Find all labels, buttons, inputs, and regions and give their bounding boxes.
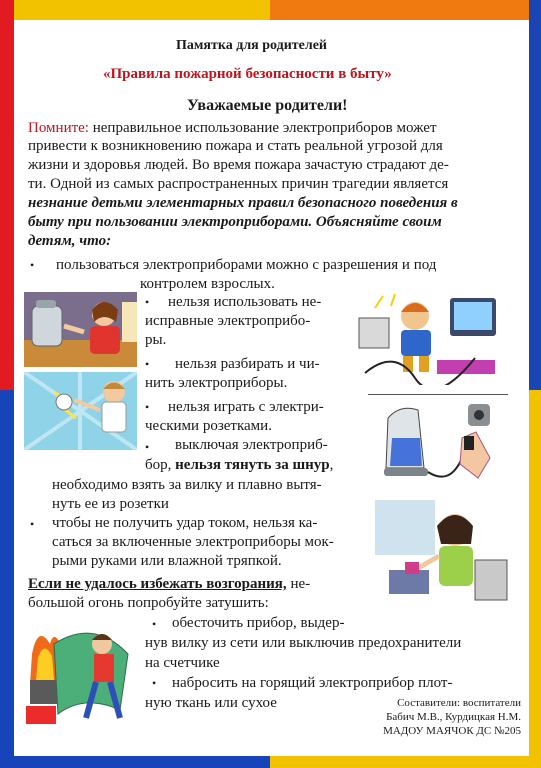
girl-socket-illustration	[24, 372, 137, 450]
rule-2-line-1: нельзя использовать не-	[168, 294, 322, 310]
page-subtitle: «Правила пожарной безопасности в быту»	[103, 66, 392, 82]
fire-lead: Если не удалось избежать возгорания,	[28, 576, 287, 592]
rule-2-line-2: исправные электроприбо-	[145, 313, 311, 329]
kettle-plug-illustration	[380, 398, 505, 490]
divider	[368, 394, 508, 395]
rule-6-line-3: рыми руками или влажной тряпкой.	[52, 553, 282, 569]
bullet-icon: •	[152, 676, 157, 690]
girl-kettle-illustration	[24, 292, 137, 367]
bullet-icon: •	[30, 258, 35, 272]
fire-step-1-line-1: обесточить прибор, выдер-	[172, 615, 345, 631]
boy-broken-appliances-illustration	[355, 288, 500, 385]
intro-line-2: привести к возникновению пожара и стать реальной угрозой для	[28, 138, 443, 154]
rule-1-line-2: контролем взрослых.	[140, 276, 275, 292]
rule-5-emphasis: нельзя тянуть за шнур	[175, 457, 330, 473]
rule-5-line-4: нуть ее из розетки	[52, 496, 169, 512]
frame-right-blue	[529, 0, 541, 390]
girl-kitchen-illustration	[375, 500, 510, 608]
credits-line-1: Составители: воспитатели	[397, 697, 521, 709]
credits-line-2: Бабич М.В., Курдицкая Н.М.	[386, 711, 521, 723]
intro-line-6: быту при пользовании электроприборами. Объясняйте своим	[28, 214, 442, 230]
fire-line-1	[28, 575, 310, 593]
intro-line-5: незнание детьми элементарных правил безопасного поведения в	[28, 195, 458, 211]
greeting: Уважаемые родители!	[187, 97, 348, 114]
bullet-icon: •	[145, 440, 150, 454]
fire-step-1-line-2: нув вилку из сети или выключив предохранители	[145, 635, 462, 651]
frame-top-yellow	[0, 0, 270, 20]
bullet-icon: •	[152, 617, 157, 631]
rule-5-comma: ,	[329, 457, 334, 473]
page-title: Памятка для родителей	[176, 38, 327, 53]
bullet-icon: •	[145, 295, 150, 309]
intro-text-1: неправильное использование электроприборов может	[88, 120, 437, 136]
frame-left-red	[0, 0, 14, 390]
boy-fire-blanket-illustration	[24, 614, 142, 732]
fire-step-2-line-1: набросить на горящий электроприбор плот-	[172, 675, 453, 691]
rule-2-line-3: ры.	[145, 332, 167, 348]
intro-lead: Помните:	[28, 120, 89, 136]
rule-4-line-2: ческими розетками.	[145, 418, 272, 434]
credits-line-3: МАДОУ МАЯЧОК ДС №205	[383, 725, 521, 737]
bullet-icon: •	[145, 357, 150, 371]
fire-step-1-line-3: на счетчике	[145, 655, 220, 671]
fire-line-2: большой огонь попробуйте затушить:	[28, 595, 269, 611]
frame-bottom-blue	[0, 756, 270, 768]
rule-1-line-1: пользоваться электроприборами можно с разрешения и под	[56, 257, 437, 273]
rule-6-line-1: чтобы не получить удар током, нельзя ка-	[52, 515, 318, 531]
rule-5-line-2	[145, 456, 333, 474]
rule-6-line-2: саться за включенные электроприборы мок-	[52, 534, 334, 550]
intro-line-4: ти. Одной из самых распространенных причин трагедии является	[28, 176, 449, 192]
bullet-icon: •	[30, 517, 35, 531]
intro-line-3: жизни и здоровья людей. Во время пожара зачастую страдают де-	[28, 157, 449, 173]
rule-3-line-2: нить электроприборы.	[145, 375, 288, 391]
bullet-icon: •	[145, 400, 150, 414]
intro-line-1	[28, 119, 437, 137]
rule-5-line-3: необходимо взять за вилку и плавно вытя-	[52, 477, 322, 493]
intro-line-7: детям, что:	[28, 233, 112, 249]
fire-lead-rest: не-	[286, 576, 311, 592]
frame-right-yellow	[529, 390, 541, 768]
rule-5-line-1: выключая электроприб-	[175, 437, 328, 453]
fire-step-2-line-2: ную ткань или сухое	[145, 695, 277, 711]
rule-5-text: бор,	[145, 457, 176, 473]
frame-top-orange	[270, 0, 541, 20]
rule-3-line-1: нельзя разбирать и чи-	[175, 356, 320, 372]
rule-4-line-1: нельзя играть с электри-	[168, 399, 324, 415]
frame-left-blue	[0, 390, 14, 768]
